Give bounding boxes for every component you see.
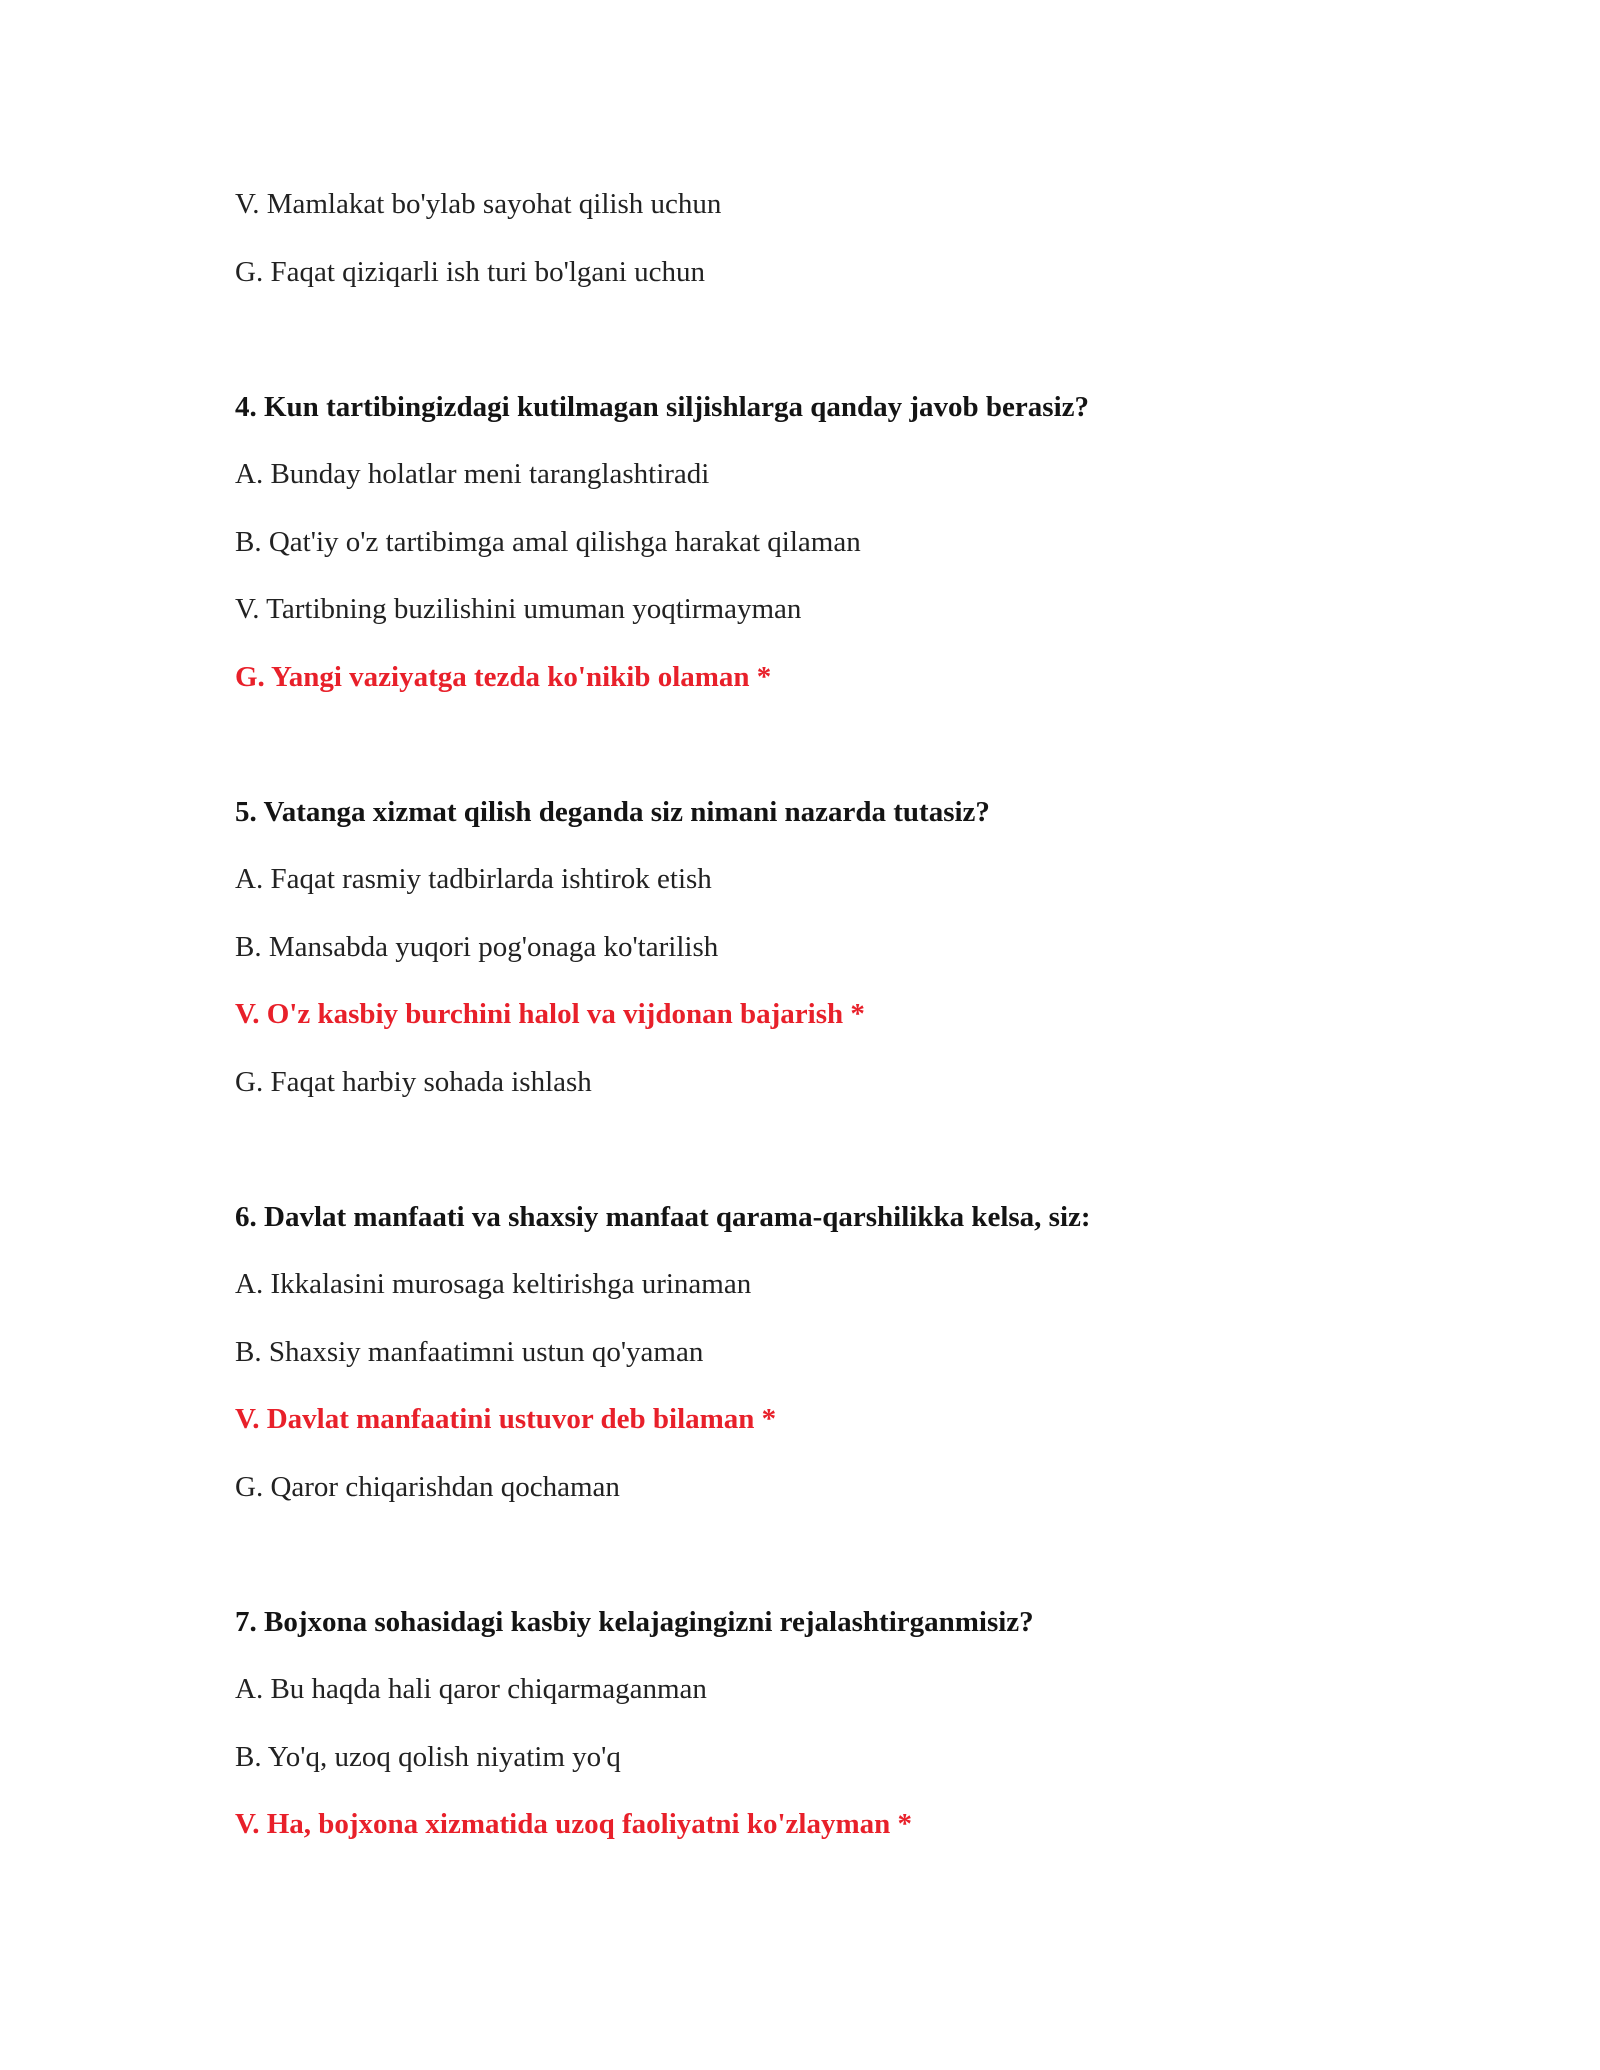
question-text: 6. Davlat manfaati va shaxsiy manfaat qarama-qarshilikka kelsa, siz: — [235, 1200, 1091, 1233]
question-text: 4. Kun tartibingizdagi kutilmagan siljishlarga qanday javob berasiz? — [235, 390, 1090, 423]
quiz-content — [235, 186, 1435, 1874]
block-spacer — [235, 1536, 1435, 1604]
question-block — [235, 389, 1435, 695]
answer-option: B. Mansabda yuqori pog'onaga ko'tarilish — [235, 930, 719, 963]
block-spacer — [235, 1131, 1435, 1199]
answer-option: B. Yo'q, uzoq qolish niyatim yo'q — [235, 1740, 621, 1773]
question-block — [235, 1604, 1435, 1843]
answer-option-correct: V. Ha, bojxona xizmatida uzoq faoliyatni ko'zlayman * — [235, 1808, 912, 1840]
answer-option-correct: G. Yangi vaziyatga tezda ko'nikib olaman * — [235, 660, 772, 693]
answer-option: A. Ikkalasini murosaga keltirishga urinaman — [235, 1268, 752, 1300]
answer-option: A. Faqat rasmiy tadbirlarda ishtirok etish — [235, 863, 712, 895]
question-text: 7. Bojxona sohasidagi kasbiy kelajagingizni rejalashtirganmisiz? — [235, 1605, 1034, 1638]
answer-option: V. Tartibning buzilishini umuman yoqtirmayman — [235, 593, 802, 625]
answer-option: B. Shaxsiy manfaatimni ustun qo'yaman — [235, 1335, 704, 1368]
question-block — [235, 186, 1435, 290]
question-block — [235, 1199, 1435, 1505]
answer-option: G. Faqat harbiy sohada ishlash — [235, 1065, 592, 1098]
answer-option-correct: V. O'z kasbiy burchini halol va vijdonan bajarish * — [235, 998, 865, 1030]
answer-option: B. Qat'iy o'z tartibimga amal qilishga harakat qilaman — [235, 525, 861, 558]
answer-option: G. Qaror chiqarishdan qochaman — [235, 1470, 620, 1503]
answer-option-correct: V. Davlat manfaatini ustuvor deb bilaman * — [235, 1403, 777, 1435]
answer-option: G. Faqat qiziqarli ish turi bo'lgani uchun — [235, 255, 705, 288]
block-spacer — [235, 321, 1435, 389]
answer-option: V. Mamlakat bo'ylab sayohat qilish uchun — [235, 188, 722, 220]
question-text: 5. Vatanga xizmat qilish deganda siz nimani nazarda tutasiz? — [235, 795, 990, 828]
question-block — [235, 794, 1435, 1100]
answer-option: A. Bu haqda hali qaror chiqarmaganman — [235, 1673, 707, 1705]
answer-option: A. Bunday holatlar meni taranglashtiradi — [235, 458, 710, 490]
block-spacer — [235, 726, 1435, 794]
